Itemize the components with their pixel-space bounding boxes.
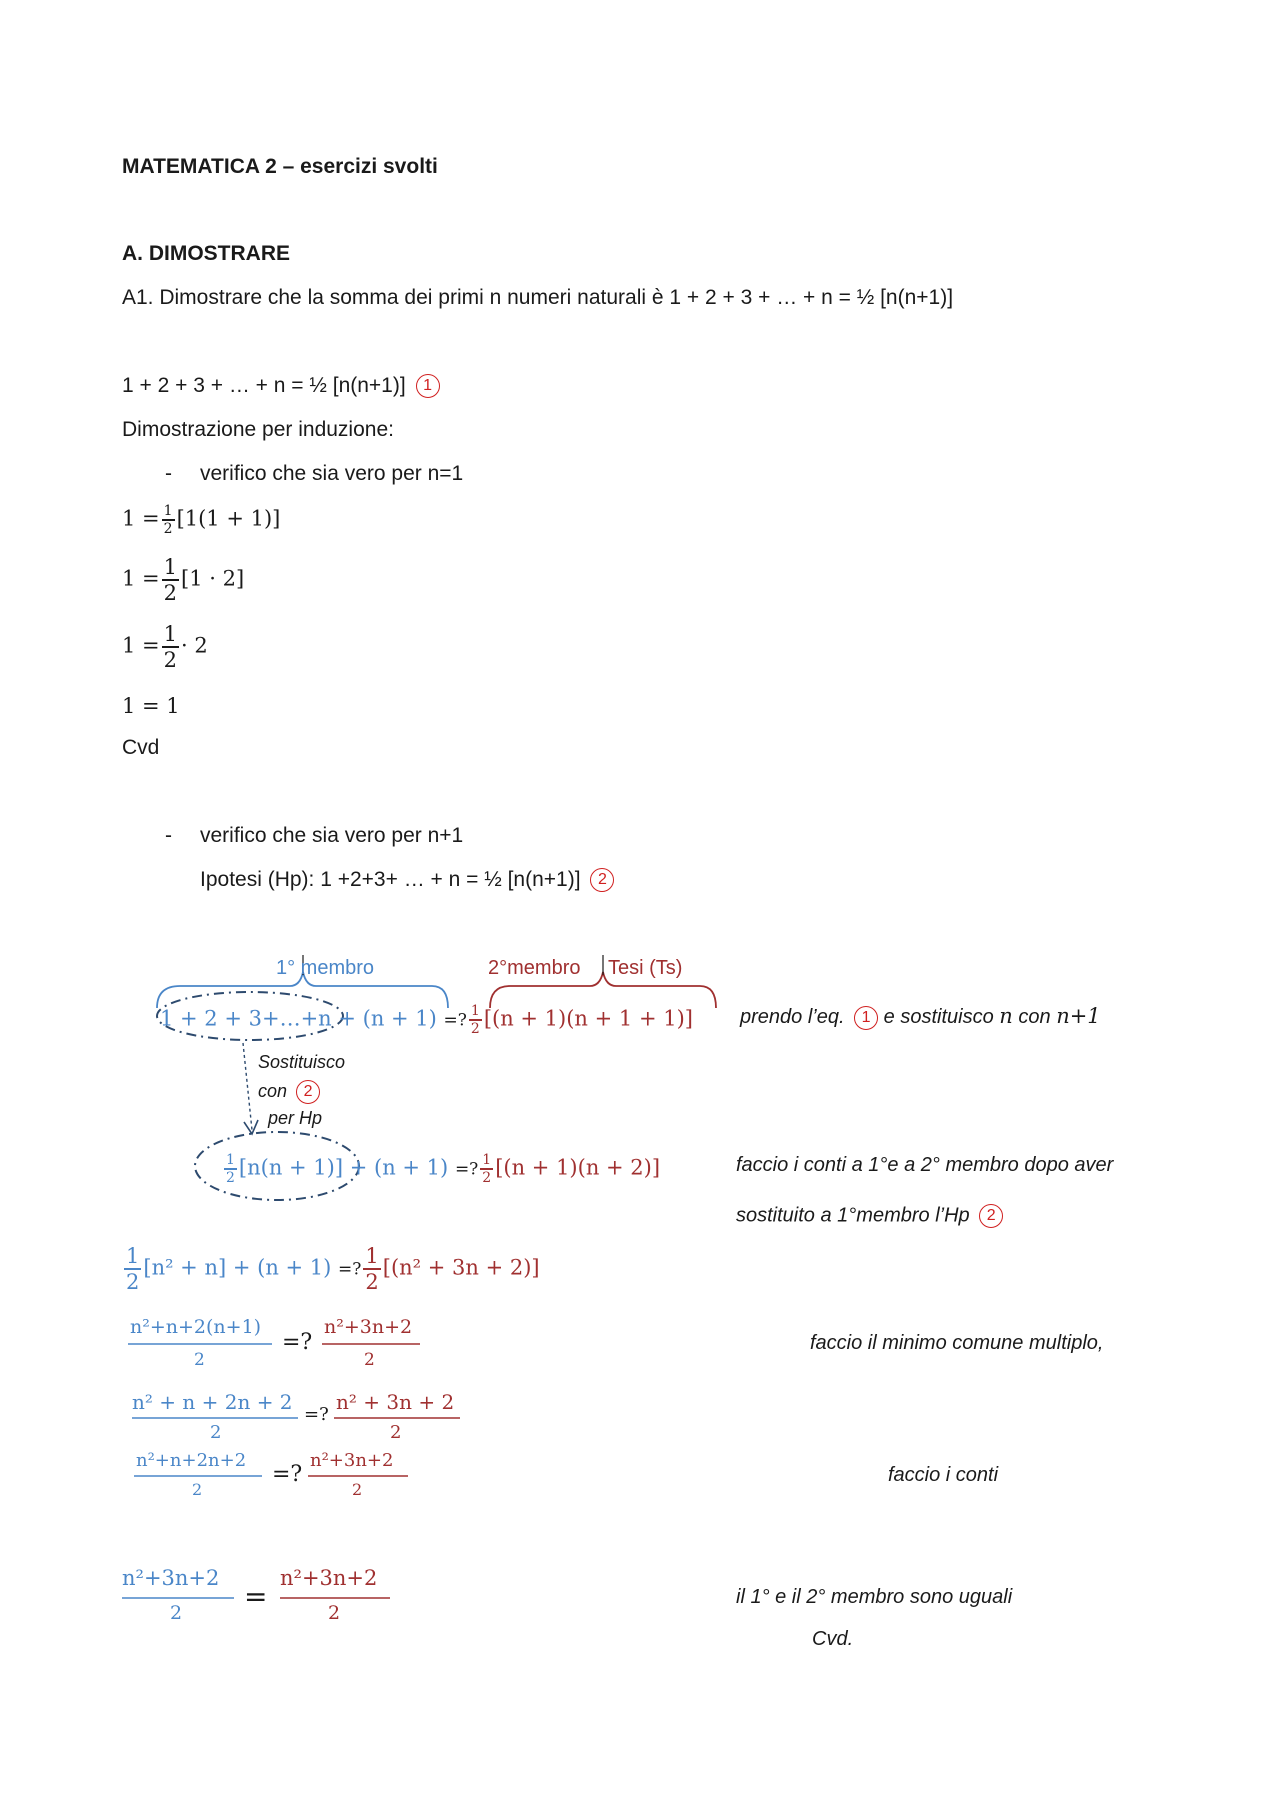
e5-left-den: 2	[210, 1422, 222, 1443]
note-calculations: faccio i conti	[888, 1464, 999, 1486]
cvd-final: Cvd.	[812, 1628, 854, 1650]
per-hp-label: per Hp	[268, 1108, 323, 1128]
e4-right-num: n²+3n+2	[324, 1316, 413, 1338]
e6-right-num: n²+3n+2	[310, 1450, 394, 1471]
bullet-dash-2: -	[165, 824, 172, 847]
note-substituted-hp: sostituito a 1°membro l’Hp 2	[736, 1204, 1003, 1228]
substitute-label: Sostituisco	[258, 1052, 346, 1072]
section-heading: A. DIMOSTRARE	[122, 242, 290, 265]
equation-2: $\frac{1}{2}$ [n(n + 1)] + (n + 1) =? $\frac{1}{2}$ [(n + 1)(n + 2)]	[226, 1152, 661, 1186]
e4-left-num: n²+n+2(n+1)	[130, 1316, 262, 1338]
e5-right-den: 2	[390, 1422, 402, 1443]
e7-left-den: 2	[170, 1602, 183, 1624]
e7-eq: =	[244, 1580, 268, 1613]
e7-right-num: n²+3n+2	[280, 1566, 378, 1590]
equation-1: 1 + 2 + 3+…+n + (n + 1) =? $\frac{1}{2}$ [(n + 1)(n + 1 + 1)]	[160, 1003, 693, 1037]
step1-label: verifico che sia vero per n=1	[200, 462, 464, 485]
step1-line4: 1 = 1	[122, 694, 180, 718]
hypothesis: Ipotesi (Hp): 1 +2+3+ … + n = ½ [n(n+1)] 2	[200, 868, 614, 892]
proof-label: Dimostrazione per induzione:	[122, 418, 394, 441]
thesis-label: Tesi (Ts)	[608, 957, 683, 979]
cvd-1: Cvd	[122, 736, 160, 759]
e6-eq: =?	[272, 1462, 303, 1487]
note-lcm: faccio il minimo comune multiplo,	[810, 1332, 1104, 1354]
first-member-label: 1° membro	[276, 957, 375, 979]
e6-left-den: 2	[192, 1480, 203, 1499]
bullet-dash: -	[165, 462, 172, 485]
substitute-with: con 2	[258, 1080, 320, 1104]
e7-right-den: 2	[328, 1602, 341, 1624]
e5-right-num: n² + 3n + 2	[336, 1390, 455, 1414]
second-member-label: 2°membro	[488, 957, 581, 979]
marker-1: 1	[416, 374, 440, 398]
marker-2: 2	[590, 868, 614, 892]
formula-statement: 1 + 2 + 3 + … + n = ½ [n(n+1)] 1	[122, 374, 440, 398]
note-equal-members: il 1° e il 2° membro sono uguali	[736, 1586, 1013, 1608]
e5-left-num: n² + n + 2n + 2	[132, 1390, 293, 1414]
step1-line1: 1 = $\frac{1}{2}$ [1(1 + 1)]	[122, 503, 281, 537]
document-title: MATEMATICA 2 – esercizi svolti	[122, 155, 438, 178]
e4-left-den: 2	[194, 1350, 205, 1370]
e6-left-num: n²+n+2n+2	[136, 1450, 247, 1471]
note-take-equation: prendo l’eq. 1 e sostituisco n con n+1	[740, 1004, 1101, 1028]
e4-right-den: 2	[364, 1350, 375, 1370]
step2-label: verifico che sia vero per n+1	[200, 824, 464, 847]
note-do-calculations: faccio i conti a 1°e a 2° membro dopo aver	[736, 1154, 1114, 1176]
e6-right-den: 2	[352, 1480, 363, 1499]
e5-eq: =?	[304, 1404, 329, 1425]
exercise-statement: A1. Dimostrare che la somma dei primi n numeri naturali è 1 + 2 + 3 + … + n = ½ [n(n+1)]	[122, 286, 954, 309]
dashed-arrow	[243, 1043, 252, 1130]
step1-line3: 1 = $\frac{1}{2}$ · 2	[122, 622, 208, 672]
e4-eq: =?	[282, 1330, 313, 1355]
e7-left-num: n²+3n+2	[122, 1566, 220, 1590]
equation-3: $\frac{1}{2}$ [n² + n] + (n + 1) =? $\frac{1}{2}$ [(n² + 3n + 2)]	[126, 1244, 540, 1294]
step1-line2: 1 = $\frac{1}{2}$ [1 · 2]	[122, 555, 245, 605]
